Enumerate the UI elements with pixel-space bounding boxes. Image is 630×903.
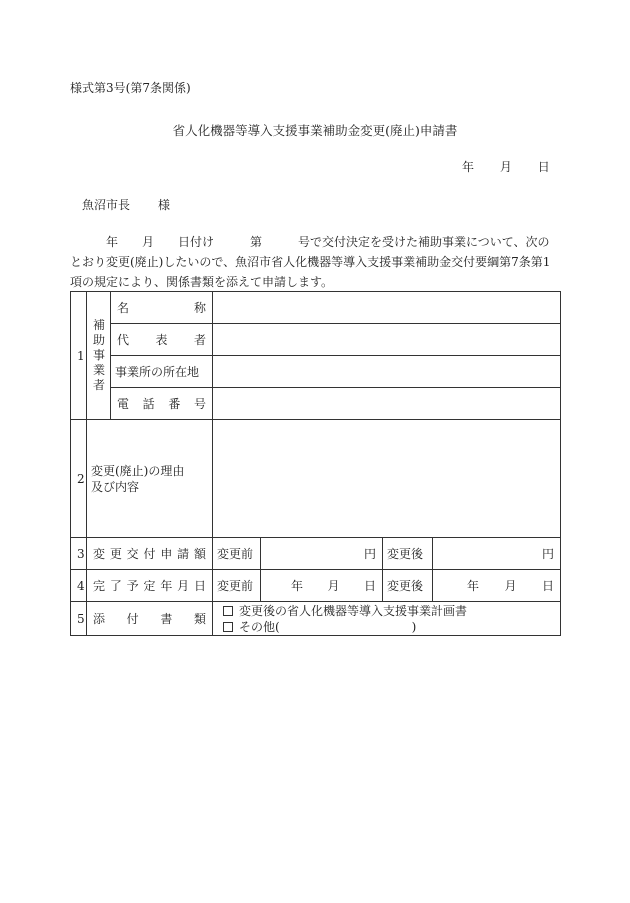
field-label-attachments: 添付書類 [87,602,213,636]
field-label-reason: 変更(廃止)の理由 及び内容 [87,420,213,538]
table-row [71,324,561,356]
field-label-office-address: 事業所の所在地 [111,356,213,388]
table-row [71,538,561,570]
row-number: 5 [71,602,87,636]
field-label-name: 名称 [111,292,213,324]
field-label-representative: 代表者 [111,324,213,356]
table-row [71,570,561,602]
yen-unit: 円 [541,547,554,561]
table-row [71,602,561,636]
amount-before-label: 変更前 [213,538,261,570]
date-day: 日 [537,160,550,174]
addressee [82,196,170,213]
yen-unit: 円 [363,547,376,561]
table-row [71,420,561,538]
amount-before-input[interactable] [261,538,383,570]
field-input-office-address[interactable] [213,356,561,388]
date-year: 年 [462,160,475,174]
attachments-list [213,602,561,636]
document-title: 省人化機器等導入支援事業補助金変更(廃止)申請書 [172,123,458,138]
date-after-input[interactable]: 年 月 日 [433,570,561,602]
date-after-label: 変更後 [383,570,433,602]
body-line-3: 項の規定により、関係書類を添えて申請します。 [70,275,334,289]
table-row [71,388,561,420]
row-number: 3 [71,538,87,570]
body-line-2: とおり変更(廃止)したいので、魚沼市省人化機器等導入支援事業補助金交付要綱第7条第1 [70,255,551,269]
body-text [70,232,560,292]
amount-after-input[interactable] [433,538,561,570]
field-label-phone: 電話番号 [111,388,213,420]
field-input-phone[interactable] [213,388,561,420]
amount-after-label: 変更後 [383,538,433,570]
attachment-check-plan[interactable]: 変更後の省人化機器等導入支援事業計画書 [223,603,550,619]
application-table [70,291,561,636]
row-number: 4 [71,570,87,602]
checkbox-icon[interactable] [223,622,233,632]
date-line [462,158,550,175]
table-row [71,356,561,388]
form-number: 様式第3号(第7条関係) [70,81,191,95]
field-input-name[interactable] [213,292,561,324]
date-before-label: 変更前 [213,570,261,602]
field-label-amount: 変更交付申請額 [87,538,213,570]
body-line-1: 年 月 日付け 第 号で交付決定を受けた補助事業について、次の [106,235,550,249]
date-month: 月 [499,160,512,174]
date-before-input[interactable]: 年 月 日 [261,570,383,602]
table-row [71,292,561,324]
addressee-honorific: 様 [158,198,171,212]
attachment-check-other[interactable]: その他( ) [223,619,550,635]
field-label-completion-date: 完了予定年月日 [87,570,213,602]
field-input-representative[interactable] [213,324,561,356]
checkbox-icon[interactable] [223,606,233,616]
field-input-reason[interactable] [213,420,561,538]
applicant-group-label: 補助事業者 [87,292,111,420]
row-number: 1 [71,292,87,420]
row-number: 2 [71,420,87,538]
addressee-name: 魚沼市長 [82,198,131,212]
